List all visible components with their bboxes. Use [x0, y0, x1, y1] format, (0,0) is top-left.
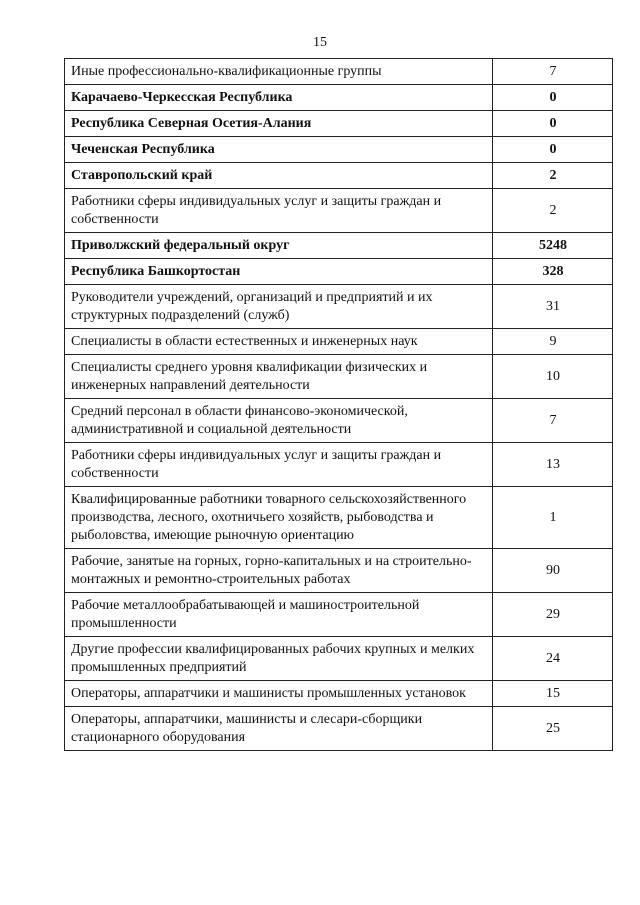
page-number: 15 [313, 35, 327, 50]
row-name-cell: Приволжский федеральный округ [65, 233, 493, 259]
row-name-cell: Работники сферы индивидуальных услуг и защиты граждан и собственности [65, 189, 493, 233]
row-value-cell: 0 [493, 111, 613, 137]
table-body [65, 59, 613, 751]
table-row [65, 329, 613, 355]
row-value-cell: 5248 [493, 233, 613, 259]
row-name-cell: Рабочие металлообрабатывающей и машиностроительной промышленности [65, 593, 493, 637]
table-row [65, 399, 613, 443]
row-name-cell: Операторы, аппаратчики и машинисты промышленных установок [65, 681, 493, 707]
table-row [65, 233, 613, 259]
table-row [65, 549, 613, 593]
table-row [65, 707, 613, 751]
row-name-cell: Другие профессии квалифицированных рабочих крупных и мелких промышленных предприятий [65, 637, 493, 681]
statistics-table [64, 58, 613, 751]
row-name-cell: Операторы, аппаратчики, машинисты и слесари-сборщики стационарного оборудования [65, 707, 493, 751]
row-value-cell: 90 [493, 549, 613, 593]
table-row [65, 111, 613, 137]
table-row [65, 443, 613, 487]
row-value-cell: 7 [493, 59, 613, 85]
row-name-cell: Рабочие, занятые на горных, горно-капитальных и на строительно-монтажных и ремонтно-строительных работах [65, 549, 493, 593]
table-row [65, 285, 613, 329]
row-value-cell: 328 [493, 259, 613, 285]
row-value-cell: 29 [493, 593, 613, 637]
row-name-cell: Средний персонал в области финансово-экономической, административной и социальной деятельности [65, 399, 493, 443]
row-name-cell: Ставропольский край [65, 163, 493, 189]
row-value-cell: 9 [493, 329, 613, 355]
row-name-cell: Специалисты среднего уровня квалификации физических и инженерных направлений деятельности [65, 355, 493, 399]
row-name-cell: Иные профессионально-квалификационные группы [65, 59, 493, 85]
row-name-cell: Работники сферы индивидуальных услуг и защиты граждан и собственности [65, 443, 493, 487]
row-name-cell: Чеченская Республика [65, 137, 493, 163]
table-row [65, 487, 613, 549]
row-value-cell: 10 [493, 355, 613, 399]
row-name-cell: Руководители учреждений, организаций и предприятий и их структурных подразделений (служб) [65, 285, 493, 329]
table-row [65, 259, 613, 285]
row-value-cell: 7 [493, 399, 613, 443]
table-row [65, 637, 613, 681]
row-value-cell: 1 [493, 487, 613, 549]
table-row [65, 681, 613, 707]
row-name-cell: Республика Башкортостан [65, 259, 493, 285]
table-row [65, 85, 613, 111]
row-name-cell: Квалифицированные работники товарного сельскохозяйственного производства, лесного, охотничьего хозяйств, рыбоводства и рыболовства, имеющие рыночную ориентацию [65, 487, 493, 549]
row-value-cell: 31 [493, 285, 613, 329]
row-name-cell: Специалисты в области естественных и инженерных наук [65, 329, 493, 355]
row-value-cell: 25 [493, 707, 613, 751]
table-row [65, 189, 613, 233]
table-row [65, 137, 613, 163]
table-row [65, 355, 613, 399]
row-value-cell: 24 [493, 637, 613, 681]
row-value-cell: 0 [493, 137, 613, 163]
table-row [65, 593, 613, 637]
row-value-cell: 2 [493, 163, 613, 189]
row-value-cell: 0 [493, 85, 613, 111]
row-name-cell: Республика Северная Осетия-Алания [65, 111, 493, 137]
row-value-cell: 2 [493, 189, 613, 233]
row-name-cell: Карачаево-Черкесская Республика [65, 85, 493, 111]
row-value-cell: 15 [493, 681, 613, 707]
table-row [65, 163, 613, 189]
row-value-cell: 13 [493, 443, 613, 487]
table-row [65, 59, 613, 85]
